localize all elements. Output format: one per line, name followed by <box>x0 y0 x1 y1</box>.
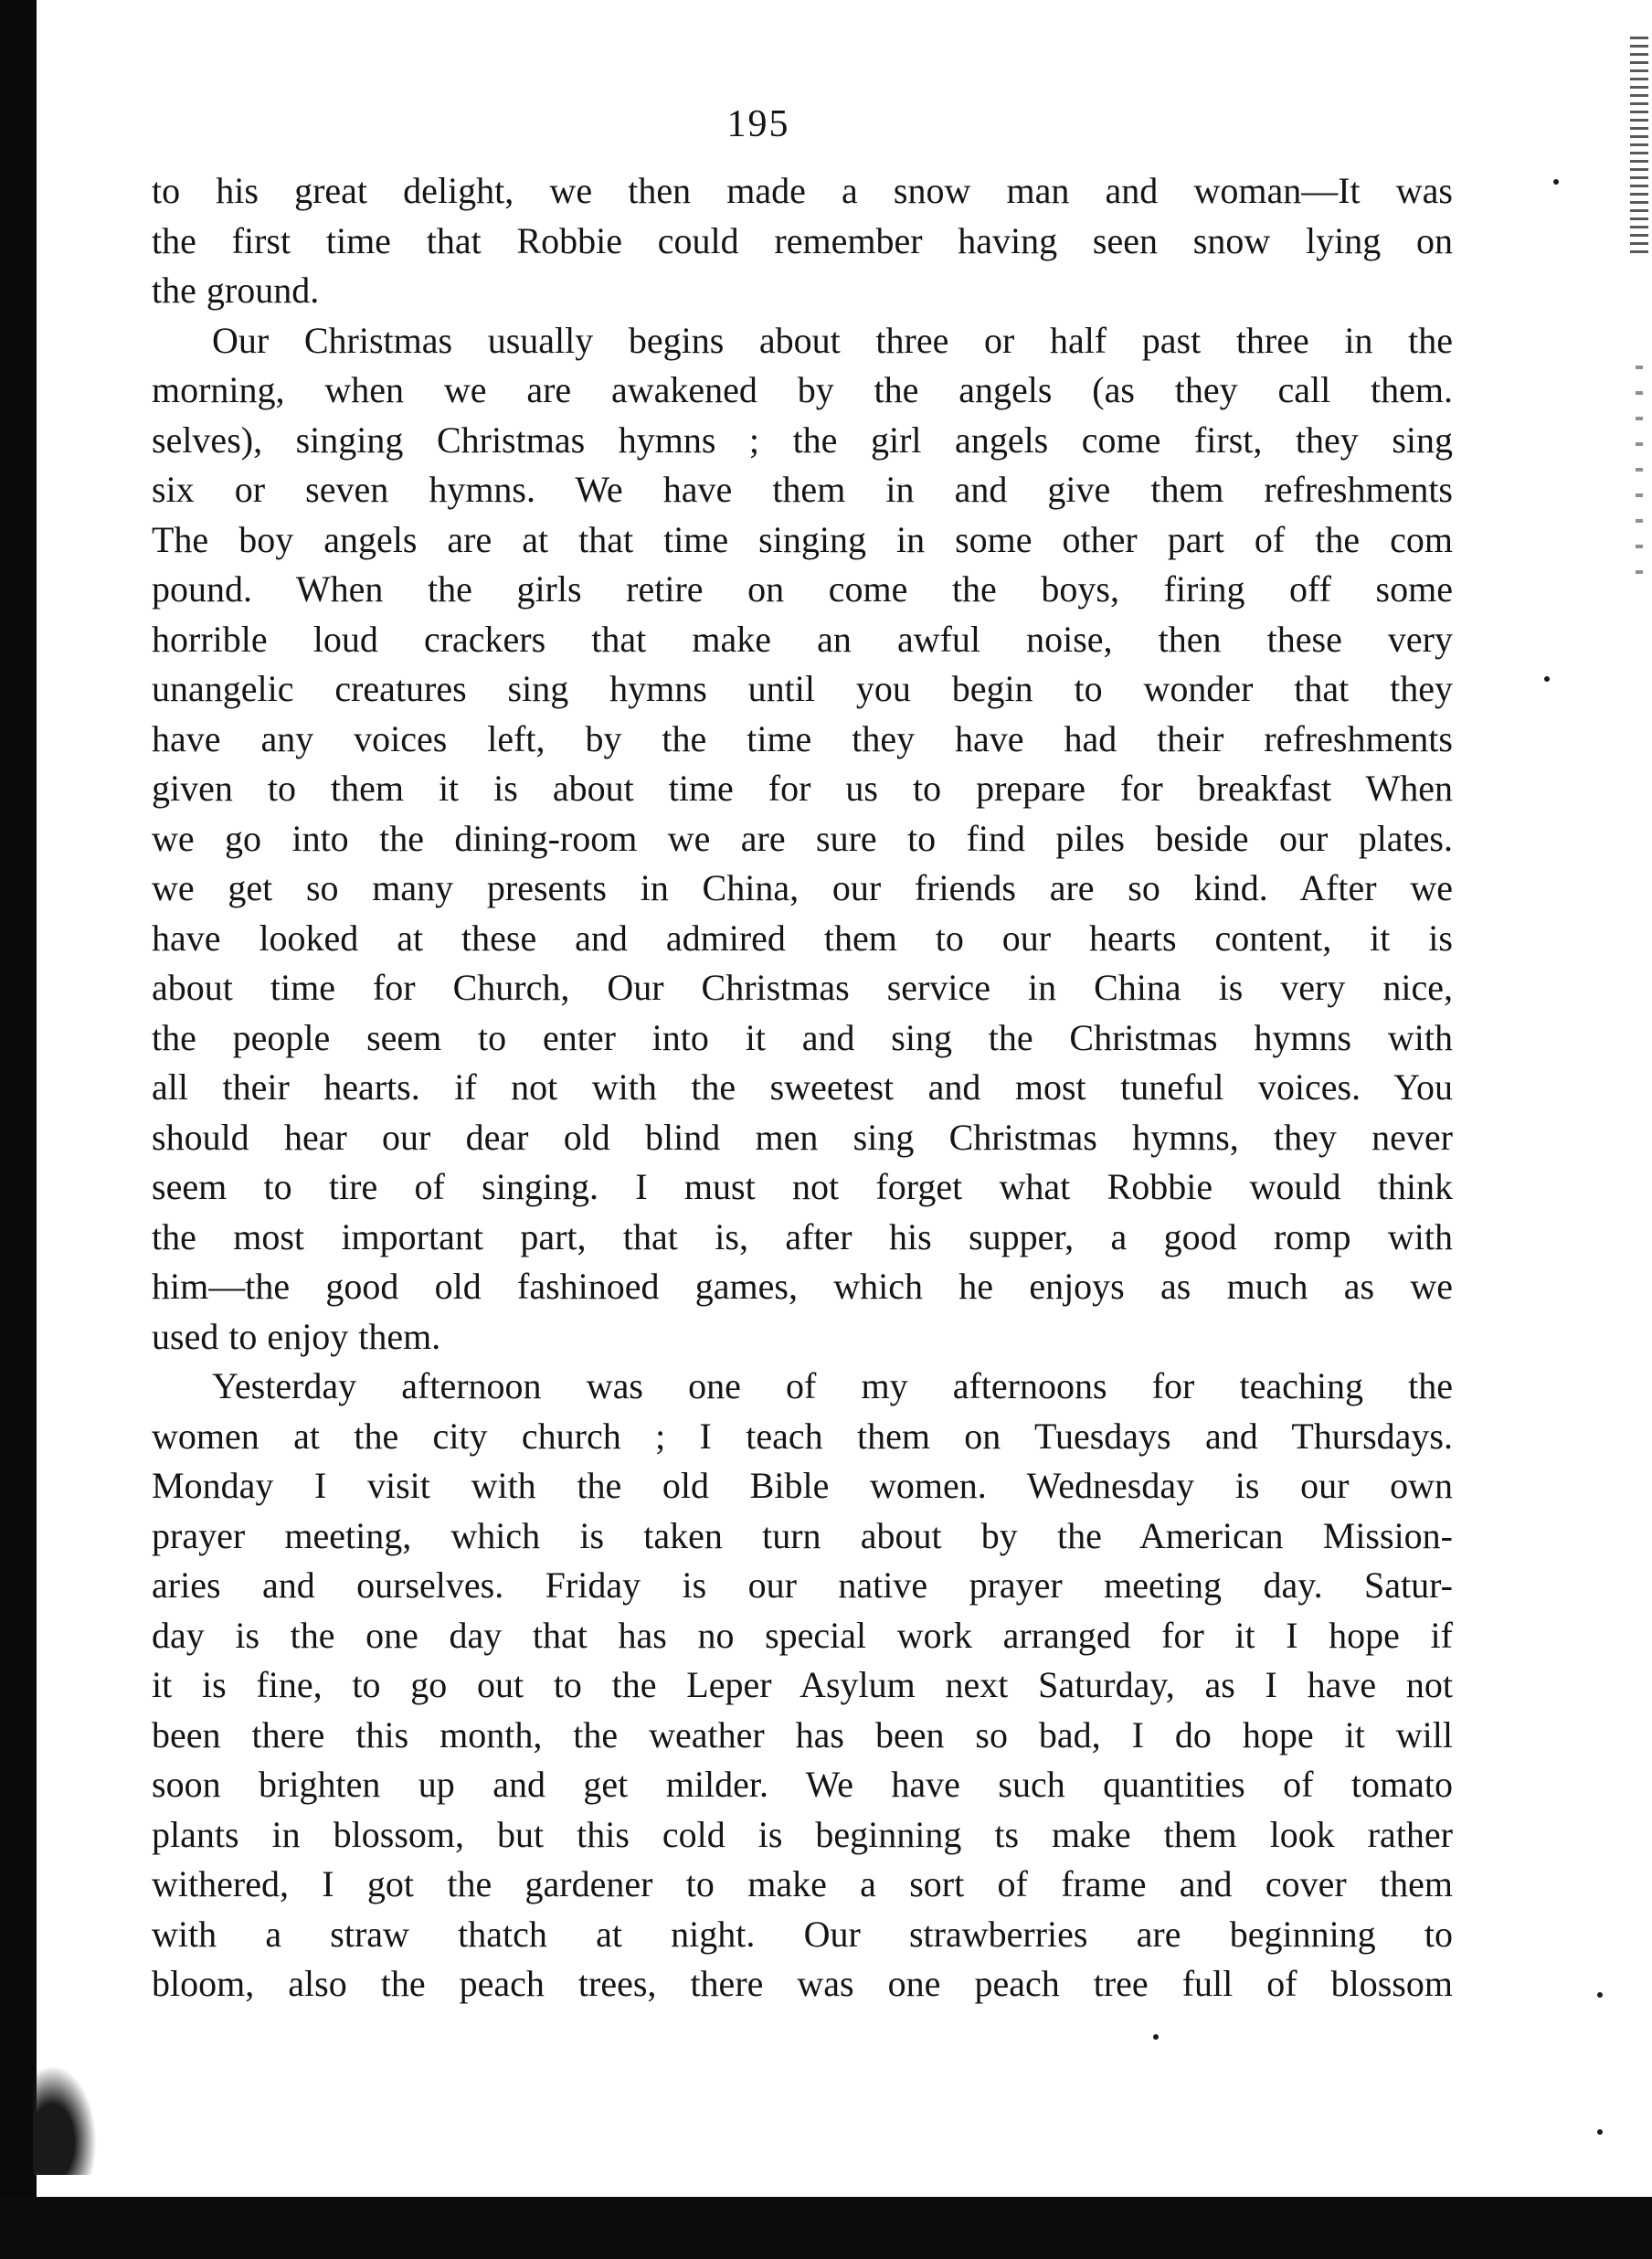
scan-speck <box>1553 179 1559 185</box>
text-line: unangelic creatures sing hymns until you begin to wonder that they <box>152 668 1453 709</box>
binding-smudge <box>33 2065 97 2175</box>
right-edge-artifact <box>1630 37 1648 256</box>
text-line: seem to tire of singing. I must not forget what Robbie would think <box>152 1166 1453 1207</box>
text-line: The boy angels are at that time singing in some other part of the com <box>152 518 1453 560</box>
text-line: pound. When the girls retire on come the boys, firing off some <box>152 568 1453 610</box>
text-line: have looked at these and admired them to our hearts content, it is <box>152 917 1453 959</box>
text-line: horrible loud crackers that make an awful noise, then these very <box>152 618 1453 660</box>
text-line: it is fine, to go out to the Leper Asylum next Saturday, as I have not <box>152 1664 1453 1705</box>
text-line: aries and ourselves. Friday is our native prayer meeting day. Satur- <box>152 1564 1453 1606</box>
text-line: selves), singing Christmas hymns ; the girl angels come first, they sing <box>152 419 1453 461</box>
text-line: Our Christmas usually begins about three or half past three in the <box>212 319 1453 361</box>
text-line: we go into the dining-room we are sure to find piles beside our plates. <box>152 817 1453 859</box>
text-line: have any voices left, by the time they have had their refreshments <box>152 717 1453 759</box>
text-line: the most important part, that is, after his supper, a good romp with <box>152 1215 1453 1257</box>
text-line: been there this month, the weather has been so bad, I do hope it will <box>152 1713 1453 1755</box>
text-line: him—the good old fashinoed games, which he enjoys as much as we <box>152 1266 1453 1307</box>
text-line: with a straw thatch at night. Our strawberries are beginning to <box>152 1913 1453 1955</box>
text-line: bloom, also the peach trees, there was one peach tree full of blossom <box>152 1963 1453 2004</box>
scan-speck <box>1597 2129 1603 2135</box>
scan-speck <box>1153 2034 1159 2040</box>
text-line: day is the one day that has no special work arranged for it I hope if <box>152 1614 1453 1656</box>
text-line: women at the city church ; I teach them on Tuesdays and Thursdays. <box>152 1415 1453 1457</box>
text-line: plants in blossom, but this cold is beginning ts make them look rather <box>152 1813 1453 1855</box>
text-line: should hear our dear old blind men sing Christmas hymns, they never <box>152 1116 1453 1158</box>
text-line: morning, when we are awakened by the angels (as they call them. <box>152 369 1453 410</box>
text-line: used to enjoy them. <box>152 1315 441 1357</box>
bottom-scan-bar <box>0 2197 1652 2259</box>
text-line: withered, I got the gardener to make a sort of frame and cover them <box>152 1863 1453 1904</box>
binding-edge <box>0 0 37 2259</box>
body-text <box>152 166 1453 2010</box>
scan-speck <box>1597 1992 1603 1998</box>
text-line: Monday I visit with the old Bible women. Wednesday is our own <box>152 1465 1453 1506</box>
text-line: prayer meeting, which is taken turn about by the American Mission- <box>152 1514 1453 1556</box>
right-edge-artifact-lower <box>1636 366 1643 585</box>
text-line: all their hearts. if not with the sweetest and most tuneful voices. You <box>152 1066 1453 1108</box>
text-line: the first time that Robbie could remember having seen snow lying on <box>152 219 1453 261</box>
text-line: given to them it is about time for us to prepare for breakfast When <box>152 768 1453 809</box>
text-line: the people seem to enter into it and sing the Christmas hymns with <box>152 1016 1453 1058</box>
text-line: six or seven hymns. We have them in and give them refreshments <box>152 469 1453 510</box>
text-line: we get so many presents in China, our friends are so kind. After we <box>152 867 1453 908</box>
page-number: 195 <box>726 103 790 145</box>
text-line: soon brighten up and get milder. We have such quantities of tomato <box>152 1764 1453 1805</box>
text-line: Yesterday afternoon was one of my afternoons for teaching the <box>212 1365 1453 1406</box>
text-line: the ground. <box>152 270 320 311</box>
text-line: about time for Church, Our Christmas service in China is very nice, <box>152 967 1453 1008</box>
scan-speck <box>1544 676 1550 682</box>
text-line: to his great delight, we then made a snow man and woman—It was <box>152 170 1453 211</box>
